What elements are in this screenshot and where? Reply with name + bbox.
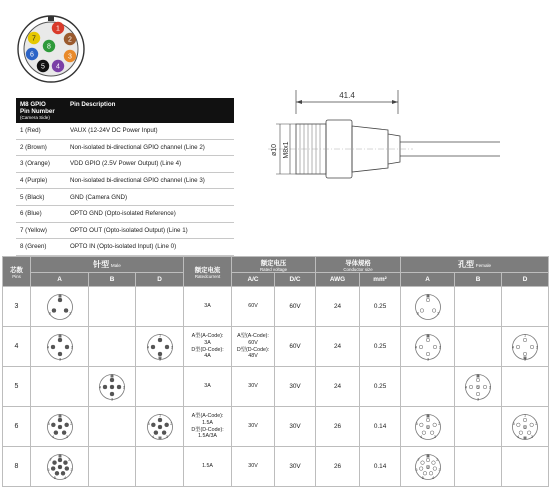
connector-face-diagram (16, 14, 86, 84)
svg-text:5: 5 (47, 421, 50, 426)
male-diagram-cell (89, 407, 136, 447)
pin-number: 4 (Purple) (16, 172, 66, 189)
rated-current (184, 367, 232, 407)
svg-text:4: 4 (51, 434, 54, 439)
svg-text:3: 3 (110, 396, 114, 401)
svg-text:2: 2 (488, 385, 492, 389)
female-4pin-D-diagram (505, 330, 545, 364)
svg-text:2: 2 (68, 310, 71, 315)
connector-pin-number: 1 (56, 25, 60, 33)
svg-text:8: 8 (426, 465, 429, 469)
svg-text:1: 1 (476, 373, 480, 378)
svg-text:6: 6 (414, 467, 418, 472)
svg-text:1: 1 (158, 333, 161, 338)
female-6pin-A-diagram (408, 410, 448, 444)
svg-text:3: 3 (426, 356, 429, 361)
svg-text:8: 8 (58, 465, 61, 469)
svg-text:4: 4 (99, 385, 102, 389)
conductor-mm2: 0.25 (360, 327, 401, 367)
rated-voltage-ac-line: 60V (248, 303, 258, 310)
svg-text:1: 1 (524, 413, 527, 418)
svg-text:1: 1 (58, 293, 61, 298)
conductor-col-awg: AWG (316, 273, 360, 287)
female-diagram-cell (455, 287, 502, 327)
conductor-awg: 26 (316, 447, 360, 487)
rated-current-line: 3A (204, 339, 211, 346)
pin-row (16, 156, 234, 173)
male-diagram-cell (136, 367, 184, 407)
svg-text:5: 5 (512, 421, 515, 426)
male-diagram-cell (31, 447, 89, 487)
pin-number-header (16, 98, 66, 123)
svg-text:2: 2 (70, 345, 73, 349)
male-diagram-cell (136, 287, 184, 327)
rated-current-line: 1.5A/3A (198, 433, 217, 440)
rated-voltage-en: Rated voltage (259, 266, 288, 272)
male-4pin-A-diagram (40, 330, 80, 364)
male-4pin-D-diagram (140, 330, 180, 364)
conductor-mm2: 0.25 (360, 287, 401, 327)
svg-text:6: 6 (58, 425, 61, 429)
rated-voltage-ac (232, 407, 275, 447)
conductor-awg: 24 (316, 287, 360, 327)
male-header (31, 257, 184, 273)
svg-text:1: 1 (158, 413, 161, 418)
svg-text:4: 4 (146, 345, 149, 349)
male-diagram-cell (136, 447, 184, 487)
female-diagram-cell (455, 407, 502, 447)
svg-text:3: 3 (165, 434, 168, 439)
svg-text:4: 4 (151, 434, 154, 439)
svg-text:2: 2 (535, 345, 539, 349)
pin-number: 7 (Yellow) (16, 222, 66, 239)
conductor-header (316, 257, 401, 273)
spec-row (3, 407, 549, 447)
male-diagram-cell (31, 327, 89, 367)
pin-count: 3 (3, 287, 31, 327)
pin-count: 5 (3, 367, 31, 407)
svg-text:2: 2 (69, 421, 72, 426)
male-diagram-cell (89, 447, 136, 487)
female-diagram-cell (401, 367, 455, 407)
female-diagram-cell (502, 407, 549, 447)
svg-text:6: 6 (426, 425, 429, 429)
svg-text:1: 1 (426, 293, 429, 298)
rated-voltage-ac-line: 30V (248, 423, 258, 430)
rated-voltage-dc: 60V (275, 287, 316, 327)
female-col-b: B (455, 273, 502, 287)
pin-number: 6 (Blue) (16, 205, 66, 222)
female-diagram-cell (401, 407, 455, 447)
svg-text:2: 2 (437, 421, 440, 426)
conductor-mm2: 0.25 (360, 367, 401, 407)
rated-current-line: 3A (204, 303, 211, 310)
pin-number: 1 (Red) (16, 123, 66, 139)
pin-row (16, 189, 234, 206)
svg-text:3: 3 (524, 356, 527, 361)
length-dimension: 41.4 (339, 91, 355, 100)
rated-current-line: 1.5A (202, 463, 213, 470)
male-diagram-cell (89, 287, 136, 327)
pin-row (16, 123, 234, 139)
male-diagram-cell (136, 407, 184, 447)
male-col-b: B (89, 273, 136, 287)
svg-text:5: 5 (147, 421, 150, 426)
connector-pin-number: 2 (68, 36, 72, 44)
pin-row (16, 139, 234, 156)
svg-text:4: 4 (63, 475, 66, 480)
pin-description: OPTO OUT (Opto-isolated Output) (Line 1) (66, 222, 234, 239)
female-col-a: A (401, 273, 455, 287)
connector-pin-number: 8 (47, 43, 51, 51)
rated-voltage-dc: 30V (275, 447, 316, 487)
female-3pin-A-diagram (408, 290, 448, 324)
connector-pin-number: 3 (68, 53, 72, 61)
svg-text:3: 3 (438, 467, 441, 472)
svg-text:3: 3 (433, 434, 436, 439)
pin-row (16, 239, 234, 256)
pin-row (16, 205, 234, 222)
pin-number-header-line2: Pin Number (20, 108, 55, 115)
svg-text:2: 2 (67, 457, 70, 462)
pin-number-header-sub: (Camera Side) (20, 115, 50, 120)
male-6pin-D-diagram (140, 410, 180, 444)
female-header (401, 257, 549, 273)
pins-header-en: Pins (12, 273, 21, 279)
connector-pin-number: 5 (41, 63, 45, 71)
rated-current-en: Ratedcurrent (194, 273, 221, 279)
male-col-d: D (136, 273, 184, 287)
conductor-mm2: 0.14 (360, 447, 401, 487)
male-6pin-A-diagram (40, 410, 80, 444)
female-diagram-cell (455, 447, 502, 487)
diameter-label: ø10 (271, 143, 278, 157)
female-col-d: D (502, 273, 549, 287)
female-header-cn: 孔型 (458, 260, 474, 269)
rated-voltage-ac-line: 30V (248, 463, 258, 470)
pin-description: OPTO IN (Opto-isolated Input) (Line 0) (66, 239, 234, 256)
pin-number: 2 (Brown) (16, 139, 66, 156)
rated-current-line: A型(A-Code): (191, 413, 224, 420)
pin-number: 3 (Orange) (16, 156, 66, 173)
male-header-cn: 针型 (93, 260, 110, 269)
svg-text:4: 4 (512, 345, 515, 349)
female-diagram-cell (401, 447, 455, 487)
rated-voltage-ac-line: A型(A-Code): (237, 333, 269, 340)
svg-text:4: 4 (431, 475, 434, 480)
svg-text:3: 3 (48, 310, 51, 315)
svg-text:7: 7 (49, 457, 52, 462)
svg-text:7: 7 (417, 457, 420, 462)
svg-text:3: 3 (416, 310, 419, 315)
pin-description-table (16, 98, 234, 256)
rated-voltage-ac-line: 60V (248, 339, 258, 346)
conductor-col-mm2: mm² (360, 273, 401, 287)
svg-text:5: 5 (421, 475, 424, 480)
svg-text:2: 2 (535, 421, 538, 426)
pin-count: 6 (3, 407, 31, 447)
svg-text:2: 2 (438, 345, 441, 349)
svg-text:6: 6 (158, 425, 161, 429)
svg-text:3: 3 (70, 467, 73, 472)
rated-current-line: 3A (204, 383, 211, 390)
rated-voltage-ac (232, 327, 275, 367)
svg-text:6: 6 (46, 467, 49, 472)
svg-text:5: 5 (53, 475, 56, 480)
svg-text:4: 4 (46, 345, 49, 349)
svg-text:2: 2 (435, 457, 438, 462)
cable-dimension-drawing (238, 84, 500, 204)
male-3pin-A-diagram (40, 290, 80, 324)
pin-description-header: Pin Description (66, 98, 234, 123)
female-5pin-B-diagram (458, 370, 498, 404)
pin-description: VDD GPIO (2.5V Power Output) (Line 4) (66, 156, 234, 173)
svg-text:4: 4 (465, 385, 468, 389)
pins-header-cn: 芯数 (10, 266, 23, 274)
svg-text:5: 5 (476, 385, 480, 389)
male-header-en: Male (110, 263, 121, 268)
pin-number: 8 (Green) (16, 239, 66, 256)
rated-current-line: A型(A-Code): (191, 333, 224, 340)
male-diagram-cell (31, 407, 89, 447)
svg-text:1: 1 (58, 333, 61, 338)
svg-text:3: 3 (158, 356, 161, 361)
female-diagram-cell (401, 327, 455, 367)
rated-current-header (184, 257, 232, 287)
svg-text:1: 1 (524, 333, 527, 338)
female-4pin-A-diagram (408, 330, 448, 364)
rated-voltage-dc: 60V (275, 327, 316, 367)
svg-text:5: 5 (110, 385, 114, 389)
rated-current-line: 1.5A (202, 419, 213, 426)
svg-text:4: 4 (419, 434, 422, 439)
rated-current-line: D型(D-Code): (191, 346, 224, 353)
spec-row (3, 287, 549, 327)
svg-text:1: 1 (110, 373, 114, 378)
svg-text:3: 3 (530, 434, 534, 439)
rated-current-line: D型(D-Code): (191, 426, 224, 433)
svg-text:1: 1 (426, 333, 429, 338)
female-diagram-cell (455, 367, 502, 407)
male-diagram-cell (89, 367, 136, 407)
pin-row (16, 172, 234, 189)
pin-description: VAUX (12-24V DC Power Input) (66, 123, 234, 139)
svg-text:6: 6 (524, 425, 527, 429)
rated-current (184, 327, 232, 367)
male-8pin-A-diagram (40, 450, 80, 484)
rated-voltage-ac (232, 367, 275, 407)
rated-current-cn: 额定电流 (194, 266, 221, 274)
conductor-cn: 导体规格 (345, 259, 371, 267)
rated-voltage-cn: 额定电压 (260, 259, 287, 267)
svg-text:4: 4 (414, 345, 417, 349)
rated-current (184, 447, 232, 487)
spec-row (3, 327, 549, 367)
connector-pin-number: 6 (30, 51, 34, 59)
rated-voltage-ac-line: 30V (248, 383, 258, 390)
svg-text:1: 1 (58, 413, 61, 418)
male-diagram-cell (31, 287, 89, 327)
voltage-col-ac: A/C (232, 273, 275, 287)
svg-text:1: 1 (426, 453, 429, 458)
conductor-mm2: 0.14 (360, 407, 401, 447)
rated-voltage-dc: 30V (275, 367, 316, 407)
svg-text:2: 2 (170, 345, 173, 349)
voltage-col-dc: D/C (275, 273, 316, 287)
male-diagram-cell (31, 367, 89, 407)
svg-text:2: 2 (436, 310, 439, 315)
female-6pin-D-diagram (505, 410, 545, 444)
svg-text:3: 3 (58, 356, 61, 361)
rated-voltage-ac-line: D型(D-Code): (236, 346, 270, 353)
female-diagram-cell (502, 287, 549, 327)
female-diagram-cell (401, 287, 455, 327)
pin-count: 8 (3, 447, 31, 487)
pin-description: GND (Camera GND) (66, 189, 234, 206)
male-diagram-cell (136, 327, 184, 367)
thread-label: M8x1 (283, 141, 290, 159)
svg-text:1: 1 (58, 453, 61, 458)
pin-number: 5 (Black) (16, 189, 66, 206)
svg-text:2: 2 (122, 385, 125, 389)
female-diagram-cell (502, 367, 549, 407)
female-diagram-cell (455, 327, 502, 367)
svg-text:2: 2 (169, 421, 172, 426)
conductor-awg: 26 (316, 407, 360, 447)
conductor-awg: 24 (316, 367, 360, 407)
connector-pin-number: 7 (32, 35, 36, 43)
svg-text:5: 5 (415, 421, 418, 426)
pin-row (16, 222, 234, 239)
spec-row (3, 447, 549, 487)
female-diagram-cell (502, 447, 549, 487)
svg-text:1: 1 (426, 413, 429, 418)
female-8pin-A-diagram (408, 450, 448, 484)
rated-voltage-ac (232, 287, 275, 327)
svg-text:4: 4 (517, 434, 520, 439)
rated-voltage-header (232, 257, 316, 273)
male-5pin-B-diagram (92, 370, 132, 404)
female-header-en: Female (475, 263, 492, 268)
female-diagram-cell (502, 327, 549, 367)
pins-header (3, 257, 31, 287)
connector-pin-number: 4 (56, 63, 60, 71)
conductor-en: Conductor size (343, 266, 373, 272)
svg-text:3: 3 (65, 434, 68, 439)
rated-current (184, 287, 232, 327)
spec-row (3, 367, 549, 407)
pin-description: Non-isolated bi-directional GPIO channel (Line 3) (66, 172, 234, 189)
connector-spec-table (2, 256, 549, 487)
rated-voltage-ac (232, 447, 275, 487)
rated-voltage-dc: 30V (275, 407, 316, 447)
pin-description: OPTO GND (Opto-isolated Reference) (66, 205, 234, 222)
rated-voltage-ac-line: 48V (248, 353, 258, 360)
rated-current-line: 4A (204, 353, 211, 360)
pin-number-header-line1: M8 GPIO (20, 101, 46, 108)
pin-description: Non-isolated bi-directional GPIO channel (Line 2) (66, 139, 234, 156)
svg-text:3: 3 (476, 396, 480, 401)
male-diagram-cell (89, 327, 136, 367)
male-col-a: A (31, 273, 89, 287)
rated-current (184, 407, 232, 447)
pin-count: 4 (3, 327, 31, 367)
conductor-awg: 24 (316, 327, 360, 367)
